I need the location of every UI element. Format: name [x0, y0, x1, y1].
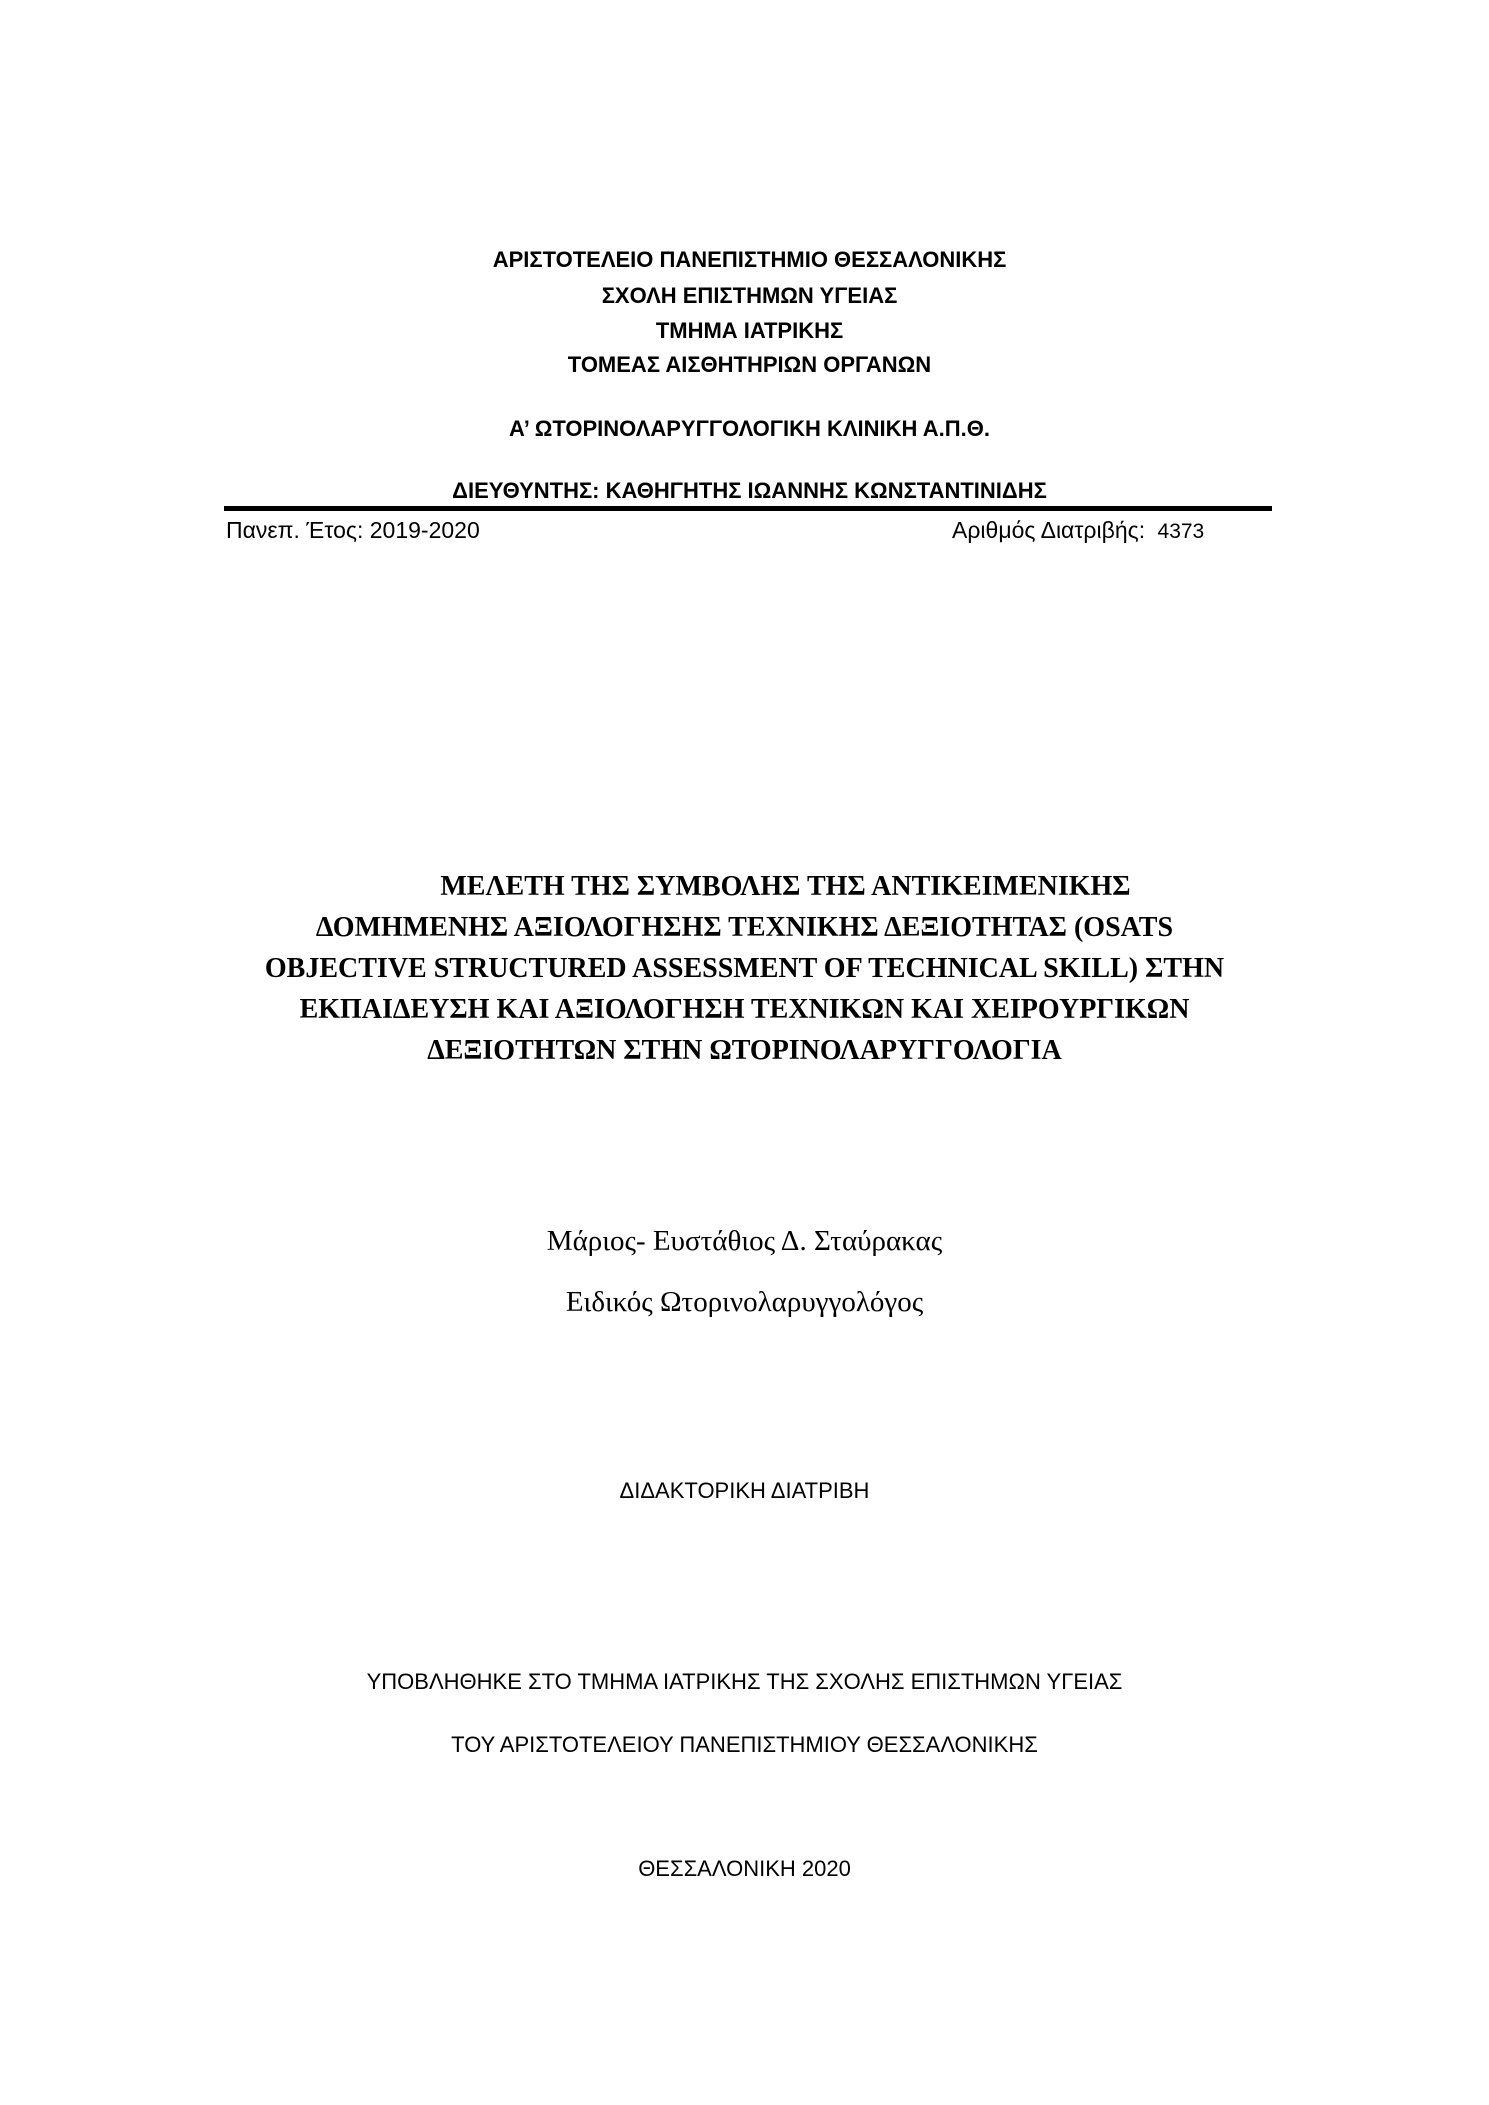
sector-name: ΤΟΜΕΑΣ ΑΙΣΘΗΤΗΡΙΩΝ ΟΡΓΑΝΩΝ — [567, 352, 932, 377]
thesis-number-block — [952, 517, 1204, 544]
thesis-title — [0, 866, 1489, 1071]
title-line: ΜΕΛΕΤΗ ΤΗΣ ΣΥΜΒΟΛΗΣ ΤΗΣ ΑΝΤΙΚΕΙΜΕΝΙΚΗΣ — [440, 871, 1131, 902]
place-date: ΘΕΣΣΑΛΟΝΙΚΗ 2020 — [638, 1856, 851, 1881]
thesis-number-label: Αριθμός Διατριβής: — [952, 517, 1146, 543]
director-line: ΔΙΕΥΘΥΝΤΗΣ: ΚΑΘΗΓΗΤΗΣ ΙΩΑΝΝΗΣ ΚΩΝΣΤΑΝΤΙΝΙΔΗΣ — [452, 478, 1047, 503]
header-rule — [224, 506, 1272, 511]
university-name: ΑΡΙΣΤΟΤΕΛΕΙΟ ΠΑΝΕΠΙΣΤΗΜΙΟ ΘΕΣΣΑΛΟΝΙΚΗΣ — [492, 247, 1007, 272]
title-line: ΔΟΜΗΜΕΝΗΣ ΑΞΙΟΛΟΓΗΣΗΣ ΤΕΧΝΙΚΗΣ ΔΕΞΙΟΤΗΤΑΣ (OSATS — [315, 912, 1174, 943]
title-line: ΔΕΞΙΟΤΗΤΩΝ ΣΤΗΝ ΩΤΟΡΙΝΟΛΑΡΥΓΓΟΛΟΓΙΑ — [427, 1035, 1062, 1066]
author-name: Μάριος- Ευστάθιος Δ. Σταύρακας — [546, 1225, 943, 1257]
clinic-name: Α’ ΩΤΟΡΙΝΟΛΑΡΥΓΓΟΛΟΓΙΚΗ ΚΛΙΝΙΚΗ Α.Π.Θ. — [509, 416, 990, 441]
academic-year: Πανεπ. Έτος: 2019-2020 — [226, 517, 480, 543]
submission-line-2: ΤΟΥ ΑΡΙΣΤΟΤΕΛΕΙΟΥ ΠΑΝΕΠΙΣΤΗΜΙΟΥ ΘΕΣΣΑΛΟΝΙΚΗΣ — [451, 1732, 1038, 1757]
department-name: ΤΜΗΜΑ ΙΑΤΡΙΚΗΣ — [655, 318, 844, 343]
school-name: ΣΧΟΛΗ ΕΠΙΣΤΗΜΩΝ ΥΓΕΙΑΣ — [601, 283, 898, 308]
thesis-number: 4373 — [1157, 520, 1205, 543]
title-line: OBJECTIVE STRUCTURED ASSESSMENT OF TECHNICAL SKILL) ΣΤΗΝ — [264, 953, 1225, 984]
title-line: ΕΚΠΑΙΔΕΥΣΗ ΚΑΙ ΑΞΙΟΛΟΓΗΣΗ ΤΕΧΝΙΚΩΝ ΚΑΙ ΧΕΙΡΟΥΡΓΙΚΩΝ — [299, 994, 1190, 1025]
document-type: ΔΙΔΑΚΤΟΡΙΚΗ ΔΙΑΤΡΙΒΗ — [619, 1478, 870, 1503]
submission-line-1: ΥΠΟΒΛΗΘΗΚΕ ΣΤΟ ΤΜΗΜΑ ΙΑΤΡΙΚΗΣ ΤΗΣ ΣΧΟΛΗΣ ΕΠΙΣΤΗΜΩΝ ΥΓΕΙΑΣ — [366, 1669, 1123, 1694]
author-specialty: Ειδικός Ωτορινολαρυγγολόγος — [565, 1286, 924, 1318]
